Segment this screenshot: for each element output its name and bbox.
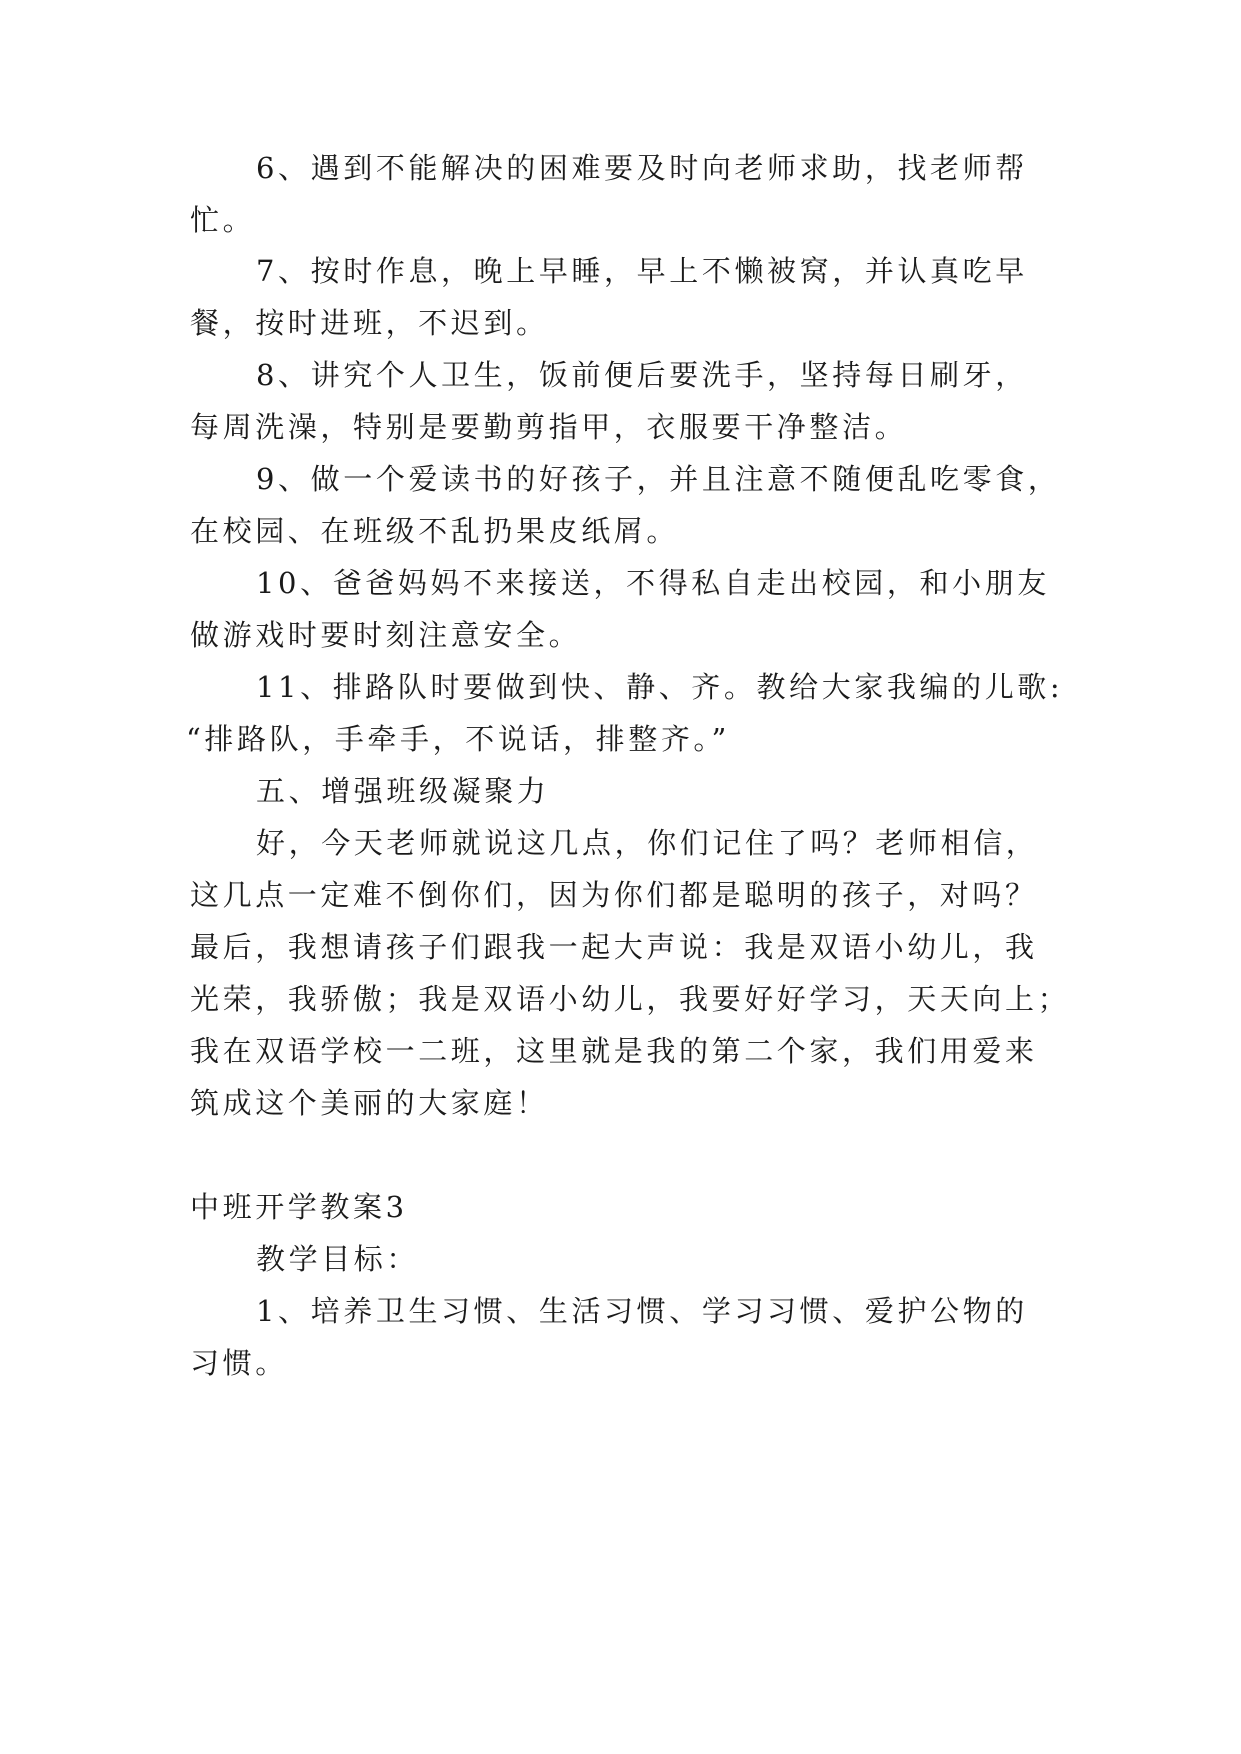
paragraph-line: 这几点一定难不倒你们，因为你们都是聪明的孩子，对吗？	[190, 878, 1038, 912]
paragraph-line: 每周洗澡，特别是要勤剪指甲，衣服要干净整洁。	[190, 410, 908, 444]
paragraph-line: 做游戏时要时刻注意安全。	[190, 618, 582, 652]
paragraph-line: 餐，按时进班，不迟到。	[190, 306, 549, 340]
paragraph-line: 忙。	[190, 203, 256, 237]
paragraph-line: 11、排路队时要做到快、静、齐。教给大家我编的儿歌:	[256, 670, 1064, 704]
section-heading: 教学目标：	[256, 1242, 420, 1276]
paragraph-line: 在校园、在班级不乱扔果皮纸屑。	[190, 514, 680, 548]
paragraph-line: 9、做一个爱读书的好孩子，并且注意不随便乱吃零食，	[256, 462, 1061, 496]
paragraph-line: 10、爸爸妈妈不来接送，不得私自走出校园，和小朋友	[256, 566, 1050, 600]
paragraph-line: 我在双语学校一二班，这里就是我的第二个家，我们用爱来	[190, 1034, 1038, 1068]
document-title: 中班开学教案3	[190, 1190, 408, 1224]
paragraph-line: 筑成这个美丽的大家庭！	[190, 1086, 549, 1120]
paragraph-line: 最后，我想请孩子们跟我一起大声说：我是双语小幼儿，我	[190, 930, 1038, 964]
paragraph-line: “排路队，手牵手，不说话，排整齐。”	[186, 722, 730, 756]
paragraph-line: 1、培养卫生习惯、生活习惯、学习习惯、爱护公物的	[256, 1294, 1028, 1328]
paragraph-line: 光荣，我骄傲；我是双语小幼儿，我要好好学习，天天向上；	[190, 982, 1071, 1016]
paragraph-line: 8、讲究个人卫生，饭前便后要洗手，坚持每日刷牙，	[256, 358, 1028, 392]
paragraph-line: 好，今天老师就说这几点，你们记住了吗？老师相信，	[256, 826, 1039, 860]
paragraph-line: 7、按时作息，晚上早睡，早上不懒被窝，并认真吃早	[256, 254, 1028, 288]
paragraph-line: 6、遇到不能解决的困难要及时向老师求助，找老师帮	[256, 151, 1028, 185]
paragraph-line: 习惯。	[190, 1346, 288, 1380]
section-heading: 五、增强班级凝聚力	[256, 774, 550, 808]
